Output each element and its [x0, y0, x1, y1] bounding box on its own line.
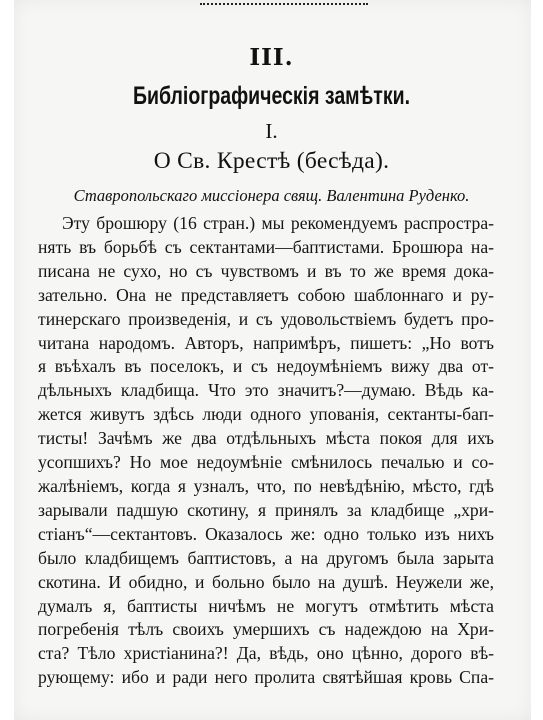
article-body	[38, 212, 494, 690]
section-number: III.	[249, 44, 294, 71]
body-line: ста? Тѣло христіанина?! Да, вѣдь, оно цѣнно, дорого вѣ-	[38, 643, 494, 664]
body-line: погребенія тѣлъ своихъ умершихъ съ надеждою на Хри-	[38, 619, 494, 640]
body-line: читана народомъ. Авторъ, напримѣръ, пишетъ: „Но вотъ	[38, 332, 494, 353]
body-line: писана не сухо, но съ чувствомъ и въ то же время дока-	[38, 260, 494, 281]
body-line: усопшихъ? Но мое недоумѣніе смѣнилось печалью и со-	[38, 452, 494, 473]
body-line: думалъ я, баптисты ничѣмъ не могутъ отмѣтить мѣста	[38, 595, 494, 616]
body-line: было кладбищемъ баптистовъ, а на другомъ была зарыта	[38, 547, 494, 568]
body-line: зарывали падшую скотину, я принялъ за кладбище „хри-	[38, 499, 494, 520]
article-author: Ставропольскаго миссіонера свящ. Валентина Руденко.	[73, 186, 470, 205]
article-title: О Св. Крестѣ (бесѣда).	[153, 148, 390, 174]
body-line: скотина. И обидно, и больно было на душѣ. Неужели же,	[38, 571, 494, 592]
body-line: дѣльныхъ кладбища. Что это значитъ?—думаю. Вѣдь ка-	[38, 380, 494, 401]
body-line: рующему: ибо и ради него пролита святѣйшая кровь Спа-	[38, 667, 494, 688]
section-title: Библіографическія замѣтки.	[132, 82, 411, 110]
article-number: I.	[265, 119, 278, 143]
body-line: стіанъ“—сектантовъ. Оказалось же: одно только изъ нихъ	[38, 523, 494, 544]
body-line: тинерскаго произведенія, и съ удовольствіемъ будетъ про-	[38, 308, 494, 329]
body-line: Эту брошюру (16 стран.) мы рекомендуемъ распростра-	[62, 213, 494, 233]
top-decorative-rule	[200, 3, 368, 5]
body-line: нять въ борьбѣ съ сектантами—баптистами. Брошюра на-	[38, 236, 494, 257]
body-line: зательно. Она не представляетъ собою шаблоннаго и ру-	[38, 284, 494, 305]
body-line: жется живутъ здѣсь люди одного упованія, сектанты-бап-	[38, 404, 494, 425]
body-line: жалѣніемъ, когда я узналъ, что, по невѣдѣнію, мѣсто, гдѣ	[38, 475, 494, 496]
body-line: тисты! Зачѣмъ же два отдѣльныхъ мѣста покоя для ихъ	[38, 428, 494, 449]
body-line: я въѣхалъ въ поселокъ, и съ недоумѣніемъ вижу два от-	[38, 356, 494, 377]
